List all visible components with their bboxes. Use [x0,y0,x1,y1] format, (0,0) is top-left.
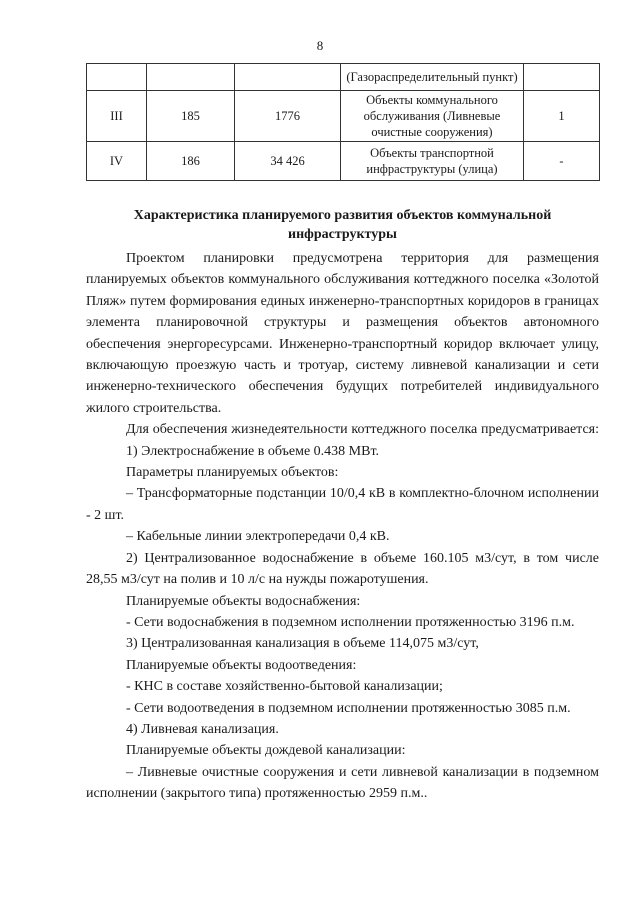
paragraph: Планируемые объекты водоотведения: [126,657,357,673]
table-cell: (Газораспределительный пункт) [341,64,524,91]
paragraph: – Трансформаторные подстанции 10/0,4 кВ в комплектно-блочном исполнении - 2 шт. [86,486,599,523]
table-cell: 186 [147,142,235,181]
table-row [87,142,600,181]
table-cell: Объекты транспортной инфраструктуры (улица) [341,142,524,181]
table-cell [87,64,147,91]
paragraph: – Ливневые очистные сооружения и сети ливневой канализации в подземном исполнении (закрытого типа) протяженностью 2959 п.м.. [86,764,599,802]
paragraph: 4) Ливневая канализация. [126,721,279,737]
table-cell: 185 [147,91,235,142]
table-cell: - [524,142,600,181]
table-cell: IV [87,142,147,181]
paragraph: - КНС в составе хозяйственно-бытовой канализации; [126,679,443,695]
paragraph: Параметры планируемых объектов: [126,465,339,481]
page-number: 8 [316,38,324,53]
table-cell: 34 426 [235,142,341,181]
table-row [87,91,600,142]
section-heading: Характеристика планируемого развития объектов коммунальной инфраструктуры [133,208,552,242]
paragraph: 1) Электроснабжение в объеме 0.438 МВт. [126,443,380,459]
paragraph: 3) Централизованная канализация в объеме 114,075 м3/сут, [126,636,479,652]
table-cell [235,64,341,91]
paragraph: Проектом планировки предусмотрена территория для размещения планируемых объектов коммунального обслуживания коттеджного поселка «Золотой Пляж» путем формирования единых инженерно-транспортных коридоров в границах элемента планировочной структуры и размещения объектов автономного обеспечения энергоресурсами. Инженерно-транспортный коридор включает улицу, включающую проезжую часть и тротуар, систему ливневой канализации и сети инженерно-технического обеспечения будущих потребителей индивидуального жилого строительства. [86,251,599,416]
table-cell [147,64,235,91]
body-text [86,248,599,805]
paragraph: Планируемые объекты дождевой канализации: [126,743,406,759]
paragraph: - Сети водоотведения в подземном исполнении протяженностью 3085 п.м. [126,700,571,716]
table-cell: III [87,91,147,142]
paragraph: Планируемые объекты водоснабжения: [126,593,361,609]
table-cell: 1776 [235,91,341,142]
land-plots-table [86,63,600,181]
paragraph: Для обеспечения жизнедеятельности коттеджного поселка предусматривается: [126,422,599,438]
table-cell: Объекты коммунального обслуживания (Ливневые очистные сооружения) [341,91,524,142]
table-row [87,64,600,91]
table-cell [524,64,600,91]
paragraph: - Сети водоснабжения в подземном исполнении протяженностью 3196 п.м. [126,614,575,630]
paragraph: 2) Централизованное водоснабжение в объеме 160.105 м3/сут, в том числе 28,55 м3/сут на полив и 10 л/с на нужды пожаротушения. [86,550,599,588]
table-cell: 1 [524,91,600,142]
paragraph: – Кабельные линии электропередачи 0,4 кВ. [126,529,390,545]
